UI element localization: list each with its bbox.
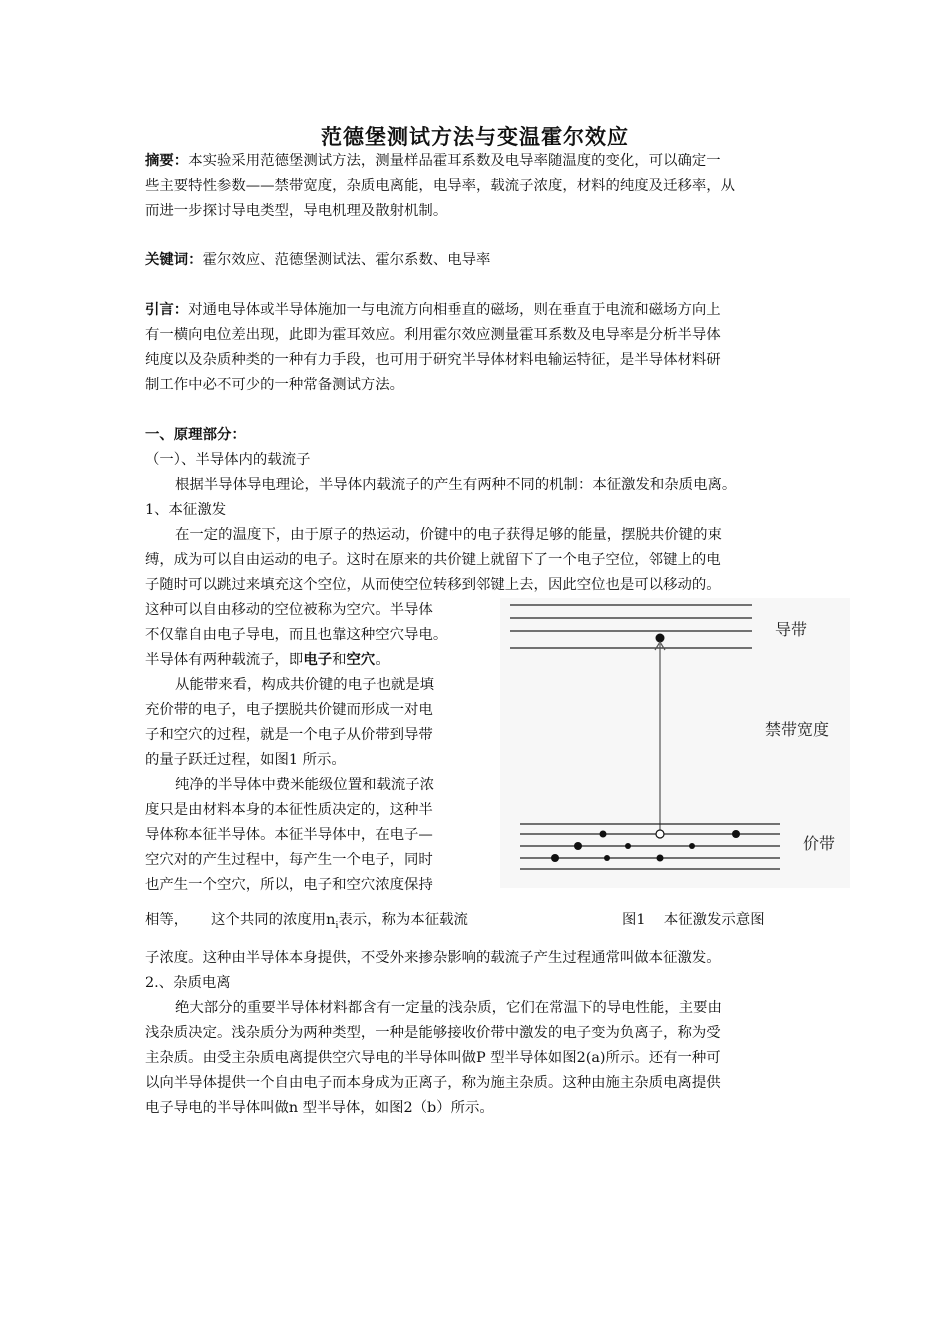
bold-hole: 空穴 bbox=[346, 652, 376, 668]
para3-line-4: 空穴对的产生过程中，每产生一个电子，同时 bbox=[145, 852, 433, 868]
valence-electron bbox=[732, 830, 740, 838]
figure-1-band-diagram bbox=[500, 598, 850, 888]
intro-label: 引言： bbox=[145, 302, 189, 318]
abstract-label: 摘要： bbox=[145, 153, 189, 169]
para1-line-3: 子随时可以跳过来填充这个空位，从而使空位转移到邻键上去，因此空位也是可以移动的。 bbox=[145, 577, 721, 593]
valence-electron bbox=[604, 855, 610, 861]
para3-end: 子浓度。这种由半导体本身提供，不受外来掺杂影响的载流子产生过程通常叫做本征激发。 bbox=[145, 950, 721, 966]
abstract-line-3: 而进一步探讨导电类型，导电机理及散射机制。 bbox=[145, 203, 448, 219]
subsection-heading: （一）、半导体内的载流子 bbox=[145, 452, 311, 468]
abstract-line-2: 些主要特性参数——禁带宽度，杂质电离能，电导率，载流子浓度，材料的纯度及迁移率，从 bbox=[145, 178, 736, 194]
valence-electron bbox=[551, 854, 559, 862]
item-heading-1: 1、本征激发 bbox=[145, 502, 227, 518]
para3-line-3: 导体称本征半导体。本征半导体中，在电子— bbox=[145, 827, 433, 843]
item-heading-2: 2.、杂质电离 bbox=[145, 975, 231, 991]
keywords-label: 关键词： bbox=[145, 252, 203, 268]
section-heading: 一、原理部分： bbox=[145, 427, 246, 443]
para2-line-1: 从能带来看，构成共价键的电子也就是填 bbox=[175, 677, 435, 693]
para1-narrow-line-1: 这种可以自由移动的空位被称为空穴。半导体 bbox=[145, 602, 433, 618]
document-title: 范德堡测试方法与变温霍尔效应 bbox=[321, 125, 629, 149]
para4-line-4: 以向半导体提供一个自由电子而本身成为正离子，称为施主杂质。这种由施主杂质电离提供 bbox=[145, 1075, 721, 1091]
intro-line-4: 制工作中必不可少的一种常备测试方法。 bbox=[145, 377, 405, 393]
hole bbox=[656, 830, 664, 838]
valence-electron bbox=[689, 843, 695, 849]
para1-line-1: 在一定的温度下，由于原子的热运动，价键中的电子获得足够的能量，摆脱共价键的束 bbox=[175, 527, 722, 543]
valence-electron bbox=[657, 855, 664, 862]
intro-line-1: 引言：对通电导体或半导体施加一与电流方向相垂直的磁场，则在垂直于电流和磁场方向上 bbox=[145, 302, 721, 318]
para2-line-3: 子和空穴的过程，就是一个电子从价带到导带 bbox=[145, 727, 433, 743]
para4-line-2: 浅杂质决定。浅杂质分为两种类型，一种是能够接收价带中激发的电子变为负离子，称为受 bbox=[145, 1025, 721, 1041]
para3-line-5: 也产生一个空穴，所以，电子和空穴浓度保持 bbox=[145, 877, 433, 893]
bold-electron: 电子 bbox=[303, 652, 333, 668]
para1-narrow-line-3: 半导体有两种载流子，即电子和空穴。 bbox=[145, 652, 390, 668]
valence-electron bbox=[625, 843, 631, 849]
para3-continuation: 相等， 这个共同的浓度用$n_i$表示，称为本征载流 bbox=[145, 912, 468, 931]
para1-narrow-line-2: 不仅靠自由电子导电，而且也靠这种空穴导电。 bbox=[145, 627, 448, 643]
intro-line-3: 纯度以及杂质种类的一种有力手段，也可用于研究半导体材料电输运特征，是半导体材料研 bbox=[145, 352, 721, 368]
band-gap-label: 禁带宽度 bbox=[765, 720, 830, 739]
para3-line-1: 纯净的半导体中费米能级位置和载流子浓 bbox=[175, 777, 435, 793]
para4-line-1: 绝大部分的重要半导体材料都含有一定量的浅杂质，它们在常温下的导电性能，主要由 bbox=[175, 1000, 722, 1016]
para4-line-3: 主杂质。由受主杂质电离提供空穴导电的半导体叫做P 型半导体如图2(a)所示。还有一种可 bbox=[145, 1050, 721, 1066]
subsection-text: 根据半导体导电理论，半导体内载流子的产生有两种不同的机制：本征激发和杂质电离。 bbox=[175, 477, 737, 493]
para1-line-2: 缚，成为可以自由运动的电子。这时在原来的共价键上就留下了一个电子空位，邻键上的电 bbox=[145, 552, 721, 568]
para3-line-2: 度只是由材料本身的本征性质决定的，这种半 bbox=[145, 802, 433, 818]
valence-band-label: 价带 bbox=[803, 834, 836, 853]
figure-background bbox=[500, 598, 850, 888]
keywords-line: 关键词：霍尔效应、范德堡测试法、霍尔系数、电导率 bbox=[145, 252, 491, 268]
para4-line-5: 电子导电的半导体叫做n 型半导体，如图2（b）所示。 bbox=[145, 1100, 494, 1116]
para2-line-2: 充价带的电子，电子摆脱共价键而形成一对电 bbox=[145, 702, 433, 718]
para2-line-4: 的量子跃迁过程，如图1 所示。 bbox=[145, 752, 346, 768]
intro-line-2: 有一横向电位差出现，此即为霍耳效应。利用霍尔效应测量霍耳系数及电导率是分析半导体 bbox=[145, 327, 721, 343]
figure-1-caption: 图1 本征激发示意图 bbox=[622, 912, 765, 928]
conduction-band-label: 导带 bbox=[775, 620, 808, 639]
abstract-line-1: 摘要：本实验采用范德堡测试方法，测量样品霍耳系数及电导率随温度的变化，可以确定一 bbox=[145, 153, 721, 169]
valence-electron bbox=[574, 842, 582, 850]
valence-electron bbox=[600, 831, 607, 838]
